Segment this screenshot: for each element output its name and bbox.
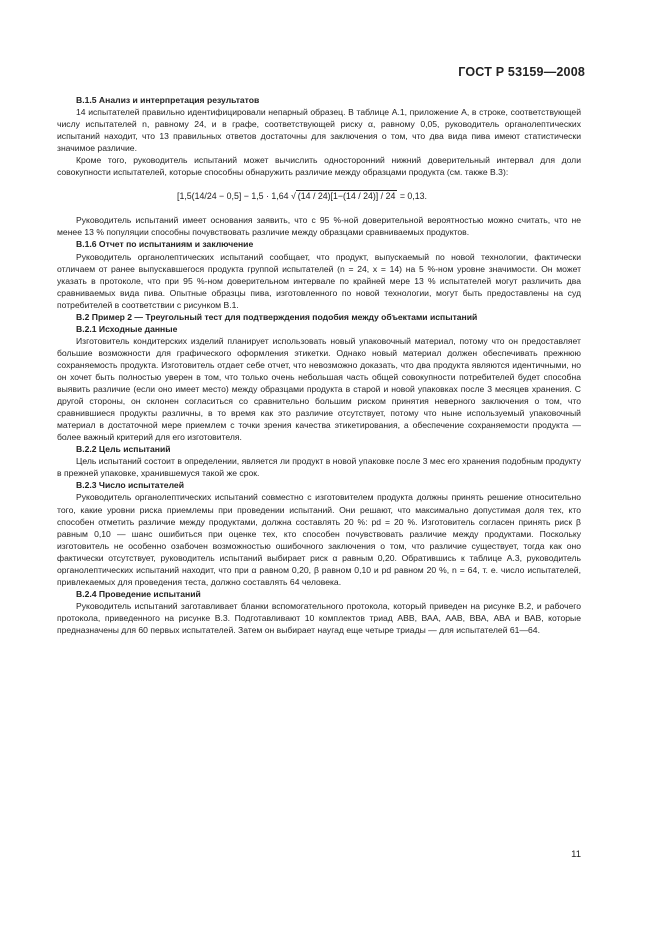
body-paragraph: Руководитель органолептических испытаний сообщает, что продукт, выпускаемый по новой технологии, фактически отличаем от ранее выпускавшегося продукта группой испытателей (n = 24, x = 14) на 5 %-ном уровне значимости. Он может указать в протоколе, что при 95 %-ном доверительном интервале по крайней мере 13 % испытателей могут различить два сравниваемых вида пива. Опытные образцы пива, изготовленного по новой технологии, могут быть предоставлены на суд потребителей в соответствии с рисунком В.1.	[57, 251, 581, 310]
formula-result: = 0,13.	[399, 191, 427, 202]
section-heading: В.1.6 Отчет по испытаниям и заключение	[76, 239, 254, 250]
section-heading: В.2.3 Число испытателей	[76, 480, 184, 491]
body-paragraph: 14 испытателей правильно идентифицировали непарный образец. В таблице А.1, приложение А, в строке, соответствующей числу испытателей n, равному 24, и в графе, соответствующей риску α, равному 0,05, руководитель органолептических испытаний находит, что 13 правильных ответов достаточны для заключения о том, что два вида пива имеют статистически значимое различие.	[57, 107, 581, 154]
section-heading: В.2.2 Цель испытаний	[76, 444, 171, 455]
body-paragraph: Руководитель испытаний имеет основания заявить, что с 95 %-ной доверительной вероятностью можно считать, что не менее 13 % популяции способны почувствовать различие между образцами сравниваемых продуктов.	[57, 215, 581, 238]
formula	[57, 190, 581, 202]
section-heading: В.2.4 Проведение испытаний	[76, 588, 201, 599]
section-heading: В.2 Пример 2 — Треугольный тест для подтверждения подобия между объектами испытаний	[76, 311, 478, 322]
sqrt-sign: √	[288, 191, 296, 202]
body-paragraph: Руководитель органолептических испытаний совместно с изготовителем продукта должны принять решение относительно того, какие уровни риска приемлемы при проведении испытаний. Они решают, что максимально допустимая доля тех, кто способен отметить различие между продуктами, должна составлять 20 %: pd = 20 %. Изготовитель согласен принять риск β равным 0,10 — шанс ошибиться при оценке тех, кто способен почувствовать различие между продуктами. Поскольку изготовитель не особенно озабочен возможностью ошибочного заключения о том, что различие существует, тогда как оно фактически отсутствует, руководитель испытаний выбирает риск α равным 0,20. Обратившись к таблице А.3, руководитель органолептических испытаний находит, что при α равном 0,20, β равном 0,10 и pd равном 20 %, n = 64, т. е. число испытателей, привлекаемых для проведения теста, должно составлять 64 человека.	[57, 492, 581, 587]
body-paragraph: Изготовитель кондитерских изделий планирует использовать новый упаковочный материал, потому что он предоставляет большие возможности для графического оформления этикетки. Однако новый материал должен обеспечивать прежнюю сохраняемость продукта. Изготовитель отдает себе отчет, что невозможно доказать, что два продукта являются идентичными, но он хочет быть полностью уверен в том, что только очень небольшая часть общей совокупности потребителей будет способна выявить различие (если оно имеет место) между образцами продукта в старой и новой упаковках после 3 месяцев хранения. С другой стороны, он склонен согласиться со сравнительно большим риском принятия неверного заключения о том, что сравнившиеся продукты различны, в то время как это различие отсутствует, потому что ныне используемый упаковочный материал в достаточной мере приемлем с точки зрения качества этикетирования, а обеспечение сохраняемости продукта — более важный критерий для его изготовителя.	[57, 335, 581, 443]
body-paragraph: Кроме того, руководитель испытаний может вычислить односторонний нижний доверительный интервал для доли совокупности испытателей, которые способны обнаружить различие между образцами продукта (см. также В.3):	[57, 155, 581, 178]
formula-radicand: (14 / 24)[1−(14 / 24)] / 24	[297, 191, 396, 202]
body-paragraph: Цель испытаний состоит в определении, является ли продукт в новой упаковке после 3 мес его хранения подобным продукту в прежней упаковке, хранившемуся такой же срок.	[57, 456, 581, 479]
standard-header: ГОСТ Р 53159—2008	[458, 65, 585, 79]
page-number: 11	[571, 849, 581, 860]
document-body	[57, 94, 581, 636]
body-paragraph: Руководитель испытаний заготавливает бланки вспомогательного протокола, который приведен на рисунке В.2, и рабочего протокола, приведенного на рисунке В.3. Подготавливают 10 комплектов триад АВВ, ВАА, ААВ, ВВА, АВА и ВАВ, которые предназначены для 60 первых испытателей. Затем он выбирает наугад еще четыре триады — для испытателей 61—64.	[57, 600, 581, 635]
section-heading: В.1.5 Анализ и интерпретация результатов	[76, 95, 260, 105]
section-heading: В.2.1 Исходные данные	[76, 323, 178, 334]
formula-left: [1,5(14/24 − 0,5] − 1,5 · 1,64	[177, 191, 289, 202]
